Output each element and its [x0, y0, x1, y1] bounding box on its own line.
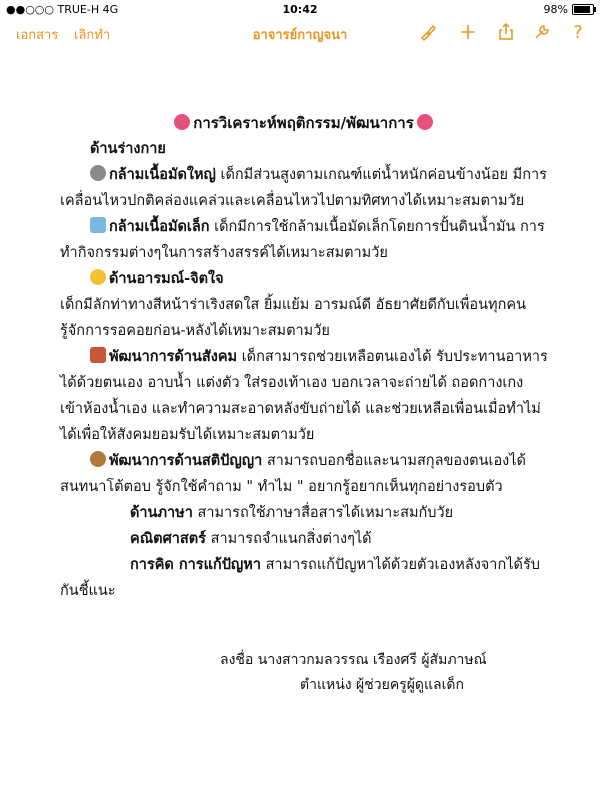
swimming-icon: [90, 217, 106, 233]
document-body[interactable]: [60, 110, 550, 604]
status-bar: [0, 0, 600, 18]
status-time: 10:42: [282, 3, 318, 16]
signal-icon: ●●○○○: [6, 3, 54, 16]
document-title: อาจารย์กาญจนา: [252, 28, 348, 43]
smiley-icon: [90, 269, 106, 285]
position-line: ตำแหน่ง ผู้ช่วยครูผู้ดูแลเด็ก: [300, 677, 464, 693]
flower-icon: [417, 114, 433, 130]
plus-icon[interactable]: [458, 22, 478, 42]
language-line: ด้านภาษา สามารถใช้ภาษาสื่อสารได้เหมาะสมกับวัย: [130, 504, 454, 521]
document-heading: [60, 110, 550, 136]
intellect-paragraph: พัฒนาการด้านสติปัญญา สามารถบอกชื่อและนามสกุลของตนเองได้ สนทนาโต้ตอบ รู้จักใช้คำถาม " ทำไม " อยากรู้อยากเห็นทุกอย่างรอบตัว: [60, 452, 526, 495]
emotional-paragraph: เด็กมีลักท่าทางสีหน้าร่าเริงสดใส ยิ้มแย้ม อารมณ์ดี อัธยาศัยดีกับเพื่อนทุกคนรู้จักการรอคอยก่อน-หลังได้เหมาะสมตามวัย: [60, 297, 526, 339]
fine-motor-paragraph: กล้ามเนื้อมัดเล็ก เด็กมีการใช้กล้ามเนื้อมัดเล็กโดยการปั้นดินน้ำมัน การทำกิจกรรมต่างๆในการสร้างสรรค์ได้เหมาะสมตามวัย: [60, 218, 545, 261]
elephant-icon: [90, 165, 106, 181]
battery-info: [544, 3, 594, 16]
social-paragraph: พัฒนาการด้านสังคม เด็กสามารถช่วยเหลือตนเองได้ รับประทานอาหารได้ด้วยตนเอง อาบน้ำ แต่งตัว ใส่รองเท้าเอง บอกเวลาจะถ่ายได้ ถอดกางเกง เข้าห้องน้ำเอง และทำความสะอาดหลังขับถ่ายได้ และช่วยเหลือเพื่อนเมื่อทำไม่ได้เพื่อให้สังคมยอมรับได้เหมาะสมตามวัย: [60, 348, 548, 443]
undo-button[interactable]: เลิกทำ: [74, 28, 111, 43]
physical-heading: ด้านร่างกาย: [90, 140, 166, 157]
brush-icon[interactable]: [418, 22, 438, 42]
title-text: การวิเคราะห์พฤติกรรม/พัฒนาการ: [193, 114, 414, 132]
signature-line: ลงชื่อ นางสาวกมลวรรณ เรืองศรี ผู้สัมภาษณ์: [220, 652, 487, 668]
battery-icon: [572, 4, 594, 15]
thinking-paragraph: การคิด การแก้ปัญหา สามารถแก้ปัญหาได้ด้วยตัวเองหลังจากได้รับกันชี้แนะ: [60, 556, 540, 599]
math-line: คณิตศาสตร์ สามารถจำแนกสิ่งต่างๆได้: [130, 530, 372, 547]
documents-button[interactable]: เอกสาร: [16, 28, 59, 43]
help-icon[interactable]: ?: [573, 21, 583, 43]
palette-icon: [90, 451, 106, 467]
boat-icon: [90, 347, 106, 363]
flower-icon: [174, 114, 190, 130]
toolbar: [0, 18, 600, 48]
network-type: 4G: [102, 3, 119, 16]
gross-motor-paragraph: กล้ามเนื้อมัดใหญ่ เด็กมีส่วนสูงตามเกณฑ์แต่น้ำหนักค่อนข้างน้อย มีการเคลื่อนไหวปกติคล่องแคล่วและเคลื่อนไหวไปตามทิศทางได้เหมาะสมตามวัย: [60, 166, 547, 209]
battery-percent: 98%: [543, 3, 568, 16]
share-icon[interactable]: [496, 22, 516, 42]
wrench-icon[interactable]: [532, 22, 552, 42]
carrier-name: TRUE-H: [57, 3, 100, 16]
emotional-heading: ด้านอารมณ์-จิตใจ: [60, 266, 550, 292]
